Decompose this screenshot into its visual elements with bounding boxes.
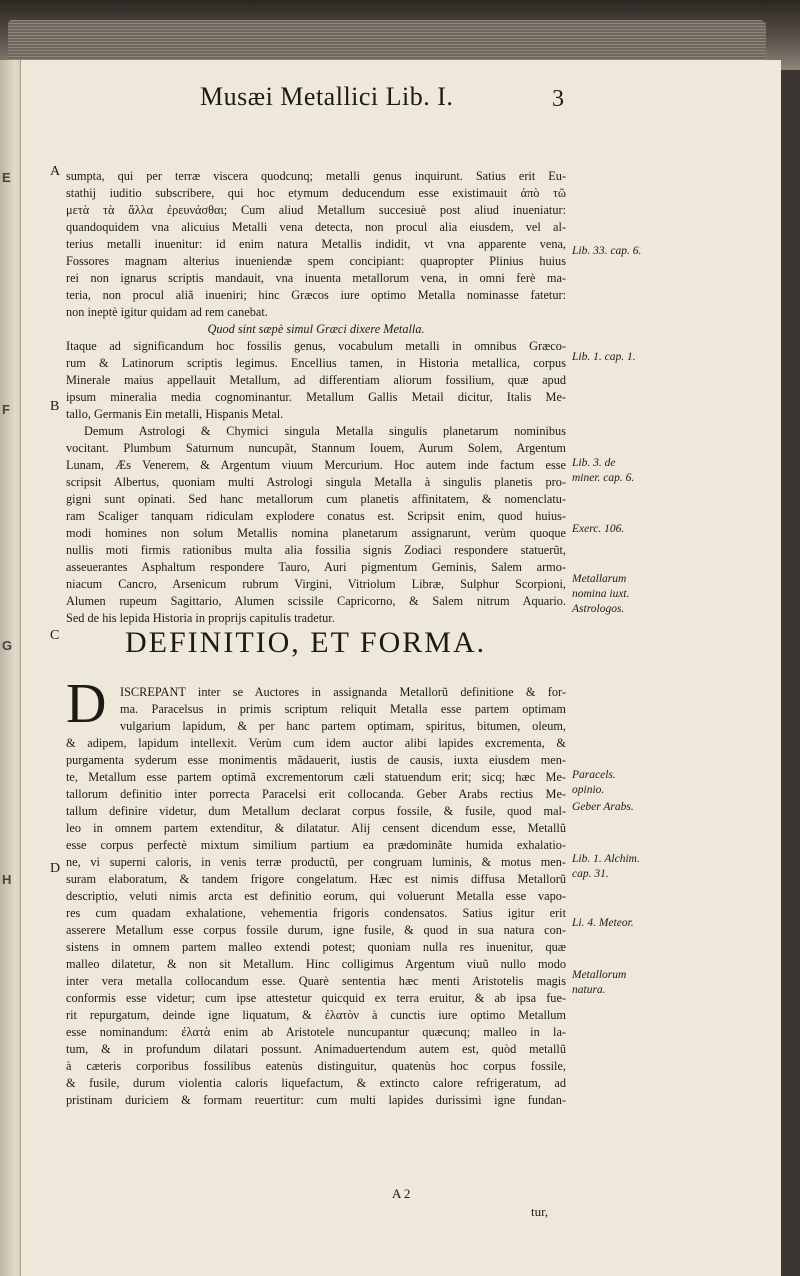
text-line: te, Metallum esse partem optimã excrementorum cæli statuendum erit; sicq; hæc Me-: [66, 770, 566, 784]
text-line: gigni sunt opinati. Sed hanc metallorum cum planetis affinitatem, & nomenclatu-: [66, 492, 566, 506]
page-block-edges: [8, 20, 766, 60]
text-line: vulgarium lapidum, & per hanc partem optimam, spiritus, bitumen, oleum,: [120, 719, 566, 733]
text-line: sumpta, qui per terræ viscera quodcunq; metalli genus inquirunt. Satius erit Eu-: [66, 169, 566, 183]
text-line: modi homines non solum Metallis nomina planetarum assignarunt, verùm quoque: [66, 526, 566, 540]
text-line: quandoquidem vna alicuius Metalli vena detecta, non procul alia eiusdem, vel al-: [66, 220, 566, 234]
text-line: purgamenta syderum esse monimentis mãdauerit, iustis de causis, iuxta eiusdem men-: [66, 753, 566, 767]
text-line: Minerale maius appellauit Metallum, ad differentiam aliorum fossilium, quæ apud: [66, 373, 566, 387]
verse-line: Quod sint sæpè simul Græci dixere Metalla.: [207, 322, 425, 336]
text-line: suram elaboratum, & tandem frigore congelatum. Hæc est nimis diffusa Metallorũ: [66, 872, 566, 886]
margin-note: Lib. 1. Alchim. cap. 31.: [572, 853, 640, 880]
edge-letter: H: [2, 872, 12, 887]
margin-letter: D: [50, 861, 61, 876]
text-line: malleo dilatetur, & non sit Metallum. Hinc colligimus Argentum viuũ nullo modo: [66, 957, 566, 971]
edge-letter: E: [2, 170, 11, 185]
text-line: rum & Latinorum scriptis legimus. Encellius tamen, in Historia metallica, corpus: [66, 356, 566, 370]
catchword: tur,: [531, 1204, 549, 1219]
margin-letter: A: [50, 164, 61, 179]
text-line: sistens in omnem partem malleo extendi potest; quoniam nulla res inuenitur, quæ: [66, 940, 566, 954]
text-line: esse corpus perfectè mixtum similium partium ea prædominãte humida exhalatio-: [66, 838, 566, 852]
text-line: asserere Metallum esse corpus fossile durum, igne fusile, & quod in sua natura con-: [66, 923, 566, 937]
text-line: & adipem, lapidum intellexit. Verùm cum idem auctor alibi lapides excrementa, &: [66, 736, 566, 750]
text-line: Alumen rupeum Sagittario, Alumen scissile Capricorno, & Salem nitrum Aquario.: [66, 594, 566, 608]
text-line: ram Scaliger tanquam ridiculam explodere conatus est. Scripsit enim, quod huius-: [66, 509, 566, 523]
text-line: non ineptè igitur quidam ad rem canebat.: [66, 305, 268, 319]
section-title: DEFINITIO, ET FORMA.: [125, 626, 487, 659]
text-line: pristinam duriciem & formam reuertitur: cum multi lapides durissimi igne fundan-: [66, 1093, 566, 1107]
text-line: res cum quadam exhalatione, vehementia frigoris condensatos. Satius igitur erit: [66, 906, 566, 920]
text-line: Fossores magnam alterius inueniendæ spem concipiant: quapropter Plinius huius: [66, 254, 566, 268]
text-line: Itaque ad significandum hoc fossilis genus, vocabulum metalli in omnibus Græco-: [66, 339, 566, 353]
edge-letter: F: [2, 402, 10, 417]
left-page-edge: [0, 60, 22, 1276]
text-line: Lunam, Æs Venerem, & Argentum viuum Mercurium. Hoc autem inde factum esse: [66, 458, 566, 472]
text-line: nullis moti firmis rationibus multa alia fossilia signis Zodiaci respondere statuerũt,: [66, 543, 566, 557]
text-line: rit repurgatum, deinde igne liquatum, & ἐλατὸν à cunctis iure optimo Metallum: [66, 1008, 566, 1022]
margin-note: Lib. 1. cap. 1.: [572, 351, 636, 363]
margin-note: Li. 4. Meteor.: [572, 917, 634, 929]
text-line: tallorum definitio inter porrecta Paracelsi erit collocanda. Geber Arabs rectius Me-: [66, 787, 566, 801]
margin-note: Metallorum natura.: [572, 969, 627, 996]
text-line: terius metalli inuenitur: id enim natura Metallis indidit, vt vna apparente vena,: [66, 237, 566, 251]
margin-note: Geber Arabs.: [572, 801, 634, 813]
text-line: à cæteris corporibus fossilibus eatenùs distinguitur, quatenùs hoc corpus fossile,: [66, 1059, 566, 1073]
text-line: tallo, Germanis Ein metalli, Hispanis Metal.: [66, 407, 284, 421]
margin-note: Metallarum nomina iuxt. Astrologos.: [572, 573, 630, 615]
margin-letter: C: [50, 628, 60, 643]
text-line: Demum Astrologi & Chymici singula Metalla singulis planetarum nominibus: [84, 424, 566, 438]
text-line: ne, vi superni caloris, in venis terræ productũ, per congruam luminis, & motus men-: [66, 855, 566, 869]
text-line: ma. Paracelsus in primis scriptum reliquit Metalla esse partem optimam: [120, 702, 566, 716]
margin-note: Paracels. opinio.: [572, 769, 616, 796]
text-line: niacum Cancro, Arsenicum rubrum Virgini, Vitriolum Libræ, Sulphur Scorpioni,: [66, 577, 566, 591]
text-line: esse nominandum: ἐλατὰ enim ab Aristotele nuncupantur quæcunq; malleo in la-: [66, 1025, 566, 1039]
text-line: vocitant. Plumbum Saturnum nuncupãt, Stannum Iouem, Aurum Solem, Argentum: [66, 441, 566, 455]
margin-letter: B: [50, 399, 60, 414]
text-line: Sed de his lepida Historia in proprijs capitulis tradetur.: [66, 611, 335, 625]
text-line: stathij iuditio subscribere, qui hoc etymum deducendum esse existimauit ἀπὸ τῶ: [66, 186, 566, 200]
text-line: descriptio, veluti nimis arcta est definitio eorum, qui voluerunt Metalla esse vapo-: [66, 889, 566, 903]
text-line: rei non ignarus scriptis mandauit, vna inuenta metallorum vena, in omni ferè ma-: [66, 271, 566, 285]
text-line: teria, non procul aliã inueniri; hinc Græcos iure optimo Metalla nominasse fatetur:: [66, 288, 566, 302]
text-line: & fusile, durum violentia caloris liquefactum, & extincto calore refrigeratum, ad: [66, 1076, 566, 1090]
text-line: tum, & in profundum dilatari possunt. Animaduertendum autem est, quòd metallũ: [66, 1042, 566, 1056]
margin-note: Exerc. 106.: [572, 523, 625, 535]
text-line: leo in omnem partem extenditur, & dilatatur. Alij censent dicendum esse, Metallũ: [66, 821, 566, 835]
text-line: scripsit Albertus, quoniam multi Astrologi singula Metalla à singulis planetis pro-: [66, 475, 566, 489]
margin-note: Lib. 33. cap. 6.: [572, 245, 642, 257]
text-line: conformis esse videtur; cum ipse attestetur quicquid ex terra eruitur, & ab ipsa fue-: [66, 991, 566, 1005]
text-line: tallum definire videtur, dum Metallum declarat corpus fossile, & fusile, quod mal-: [66, 804, 566, 818]
running-header: Musæi Metallici Lib. I.: [200, 82, 454, 111]
page-number: 3: [552, 86, 564, 112]
drop-cap: D: [66, 673, 107, 735]
margin-note: Lib. 3. de miner. cap. 6.: [572, 457, 635, 484]
text-line: inter vera metalla collocandum esse. Quarè sententia hæc menti Aristotelis magis: [66, 974, 566, 988]
text-line: ISCREPANT inter se Auctores in assignanda Metallorũ definitione & for-: [120, 685, 566, 699]
text-line: asseuerantes Asphaltum respondere Tauro, Auri pigmentum Geminis, Salem armo-: [66, 560, 566, 574]
signature-mark: A 2: [392, 1186, 411, 1201]
text-line: ipsum mineralia media cognominantur. Metallum Gallis Metail dicitur, Italis Me-: [66, 390, 566, 404]
edge-letter: G: [2, 638, 13, 653]
text-line: μετὰ τὰ ἄλλα ἐρευνάσθαι; Cum aliud Metallum succesiuè post aliud inueniatur:: [66, 203, 566, 217]
